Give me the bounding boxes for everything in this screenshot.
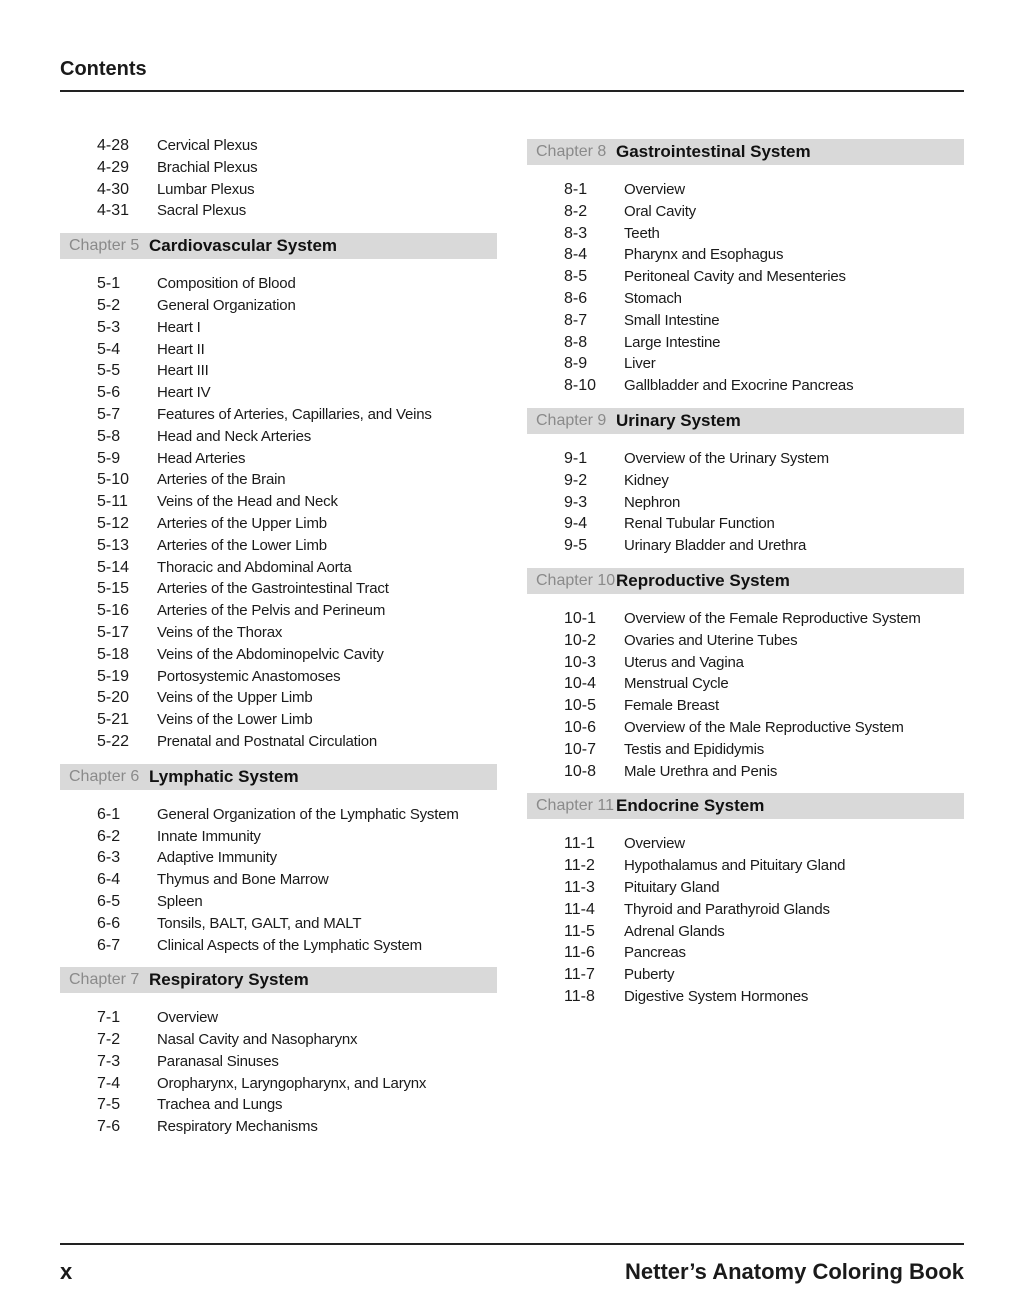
toc-entry: [527, 855, 964, 877]
toc-entry: [60, 622, 497, 644]
entry-number: 5-5: [97, 362, 121, 380]
chapter-name: Urinary System: [616, 410, 741, 430]
entry-title: Adrenal Glands: [624, 922, 725, 940]
entry-number: 9-4: [564, 515, 588, 533]
book-title: Netter’s Anatomy Coloring Book: [625, 1259, 964, 1284]
toc-entry: [60, 135, 497, 157]
entry-title: Arteries of the Pelvis and Perineum: [157, 602, 386, 620]
entry-title: Overview: [624, 835, 685, 853]
entry-number: 11-1: [564, 835, 595, 853]
entry-number: 10-3: [564, 653, 597, 671]
entry-number: 4-29: [97, 158, 130, 176]
entry-title: Spleen: [157, 892, 203, 910]
chapter-name: Cardiovascular System: [149, 236, 338, 256]
entry-title: Composition of Blood: [157, 275, 296, 293]
entry-title: Veins of the Thorax: [157, 623, 283, 641]
entry-number: 5-16: [97, 602, 130, 620]
entry-title: Arteries of the Gastrointestinal Tract: [157, 580, 389, 598]
entry-number: 4-28: [97, 137, 130, 154]
entry-number: 5-20: [97, 689, 130, 707]
entry-title: Ovaries and Uterine Tubes: [624, 631, 798, 649]
entry-title: Peritoneal Cavity and Mesenteries: [624, 268, 846, 286]
toc-entry: [60, 731, 497, 753]
entry-number: 5-15: [97, 580, 130, 598]
entry-number: 10-5: [564, 697, 597, 715]
toc-entry: [527, 673, 964, 695]
entry-number: 7-2: [97, 1031, 121, 1049]
entry-number: 5-22: [97, 732, 130, 750]
entry-number: 10-8: [564, 762, 597, 780]
chapter-heading: [527, 408, 964, 434]
toc-entry: [60, 360, 497, 382]
entry-title: Large Intestine: [624, 333, 721, 351]
right-chapters: [527, 139, 964, 1008]
toc-entry: [60, 491, 497, 513]
entry-title: Veins of the Abdominopelvic Cavity: [157, 645, 384, 663]
entry-number: 8-1: [564, 181, 588, 198]
toc-entry: [527, 739, 964, 761]
entry-number: 9-5: [564, 537, 588, 555]
toc-entry: [60, 1094, 497, 1116]
entry-number: 7-5: [97, 1096, 121, 1114]
entry-title: Arteries of the Brain: [157, 471, 286, 489]
chapter-label: Chapter 10: [536, 571, 616, 589]
toc-entry: [60, 891, 497, 913]
entry-title: Gallbladder and Exocrine Pancreas: [624, 377, 854, 395]
toc-entry: [60, 826, 497, 848]
toc-entry: [527, 448, 964, 470]
contents-right-column: [527, 139, 964, 1008]
entry-title: Portosystemic Anastomoses: [157, 667, 341, 685]
entry-number: 8-4: [564, 246, 588, 264]
entry-number: 5-13: [97, 536, 130, 554]
entry-title: Pancreas: [624, 944, 686, 962]
toc-entry: [527, 833, 964, 855]
entry-title: Overview: [624, 181, 685, 198]
entry-number: 6-5: [97, 892, 121, 910]
entry-number: 11-8: [564, 987, 595, 1005]
entry-title: Liver: [624, 355, 656, 373]
entry-number: 5-7: [97, 405, 121, 423]
entry-title: Small Intestine: [624, 311, 720, 329]
toc-entry: [60, 1051, 497, 1073]
chapter-heading: [60, 967, 497, 993]
entry-title: Nasal Cavity and Nasopharynx: [157, 1031, 358, 1049]
entry-title: Trachea and Lungs: [157, 1096, 283, 1114]
toc-entry: [60, 469, 497, 491]
toc-entry: [60, 687, 497, 709]
toc-entry: [527, 201, 964, 223]
entry-number: 5-12: [97, 514, 130, 532]
toc-entry: [527, 179, 964, 201]
toc-entry: [527, 921, 964, 943]
chapter-label: Chapter 9: [536, 411, 607, 429]
toc-entry: [527, 652, 964, 674]
entry-title: Thoracic and Abdominal Aorta: [157, 558, 352, 576]
chapter-name: Reproductive System: [616, 570, 790, 590]
chapter-heading: [60, 764, 497, 790]
chapter-label: Chapter 7: [69, 971, 140, 989]
entry-title: Heart III: [157, 362, 209, 380]
chapter-name: Respiratory System: [149, 970, 309, 990]
toc-entry: [60, 1007, 497, 1029]
toc-entry: [60, 600, 497, 622]
entry-title: Thymus and Bone Marrow: [157, 871, 329, 889]
entry-number: 8-2: [564, 202, 588, 220]
entry-number: 8-5: [564, 268, 588, 286]
entry-number: 5-14: [97, 558, 130, 576]
toc-entry: [527, 266, 964, 288]
entry-number: 5-18: [97, 645, 130, 663]
entry-number: 6-3: [97, 849, 121, 867]
entry-number: 5-17: [97, 623, 130, 641]
toc-entry: [60, 448, 497, 470]
toc-entry: [527, 353, 964, 375]
entry-title: Overview of the Urinary System: [624, 449, 829, 467]
entry-number: 11-4: [564, 900, 595, 918]
entry-title: Head Arteries: [157, 449, 246, 467]
entry-number: 6-1: [97, 805, 121, 823]
toc-entry: [527, 288, 964, 310]
entry-number: 6-6: [97, 914, 121, 932]
toc-entry: [527, 310, 964, 332]
entry-number: 10-2: [564, 631, 597, 649]
toc-entry: [60, 847, 497, 869]
toc-entry: [60, 317, 497, 339]
lead-entries: [60, 135, 497, 222]
chapter-name: Lymphatic System: [149, 766, 299, 786]
entry-title: Overview of the Male Reproductive System: [624, 718, 904, 736]
entry-number: 7-1: [97, 1009, 121, 1027]
entry-title: Urinary Bladder and Urethra: [624, 537, 807, 555]
entry-number: 8-10: [564, 377, 597, 395]
toc-entry: [60, 200, 497, 222]
entry-number: 5-6: [97, 384, 121, 402]
toc-entry: [60, 804, 497, 826]
entry-title: Thyroid and Parathyroid Glands: [624, 900, 830, 918]
toc-entry: [60, 557, 497, 579]
toc-entry: [60, 1029, 497, 1051]
toc-entry: [60, 913, 497, 935]
entry-number: 5-3: [97, 318, 121, 336]
entry-number: 4-31: [97, 202, 130, 220]
entry-title: Menstrual Cycle: [624, 675, 729, 693]
entry-number: 5-11: [97, 493, 128, 511]
entry-title: Arteries of the Lower Limb: [157, 536, 327, 554]
toc-entry: [527, 964, 964, 986]
header-rule: [60, 90, 964, 92]
toc-entry: [60, 404, 497, 426]
entry-title: Hypothalamus and Pituitary Gland: [624, 857, 846, 875]
entry-title: General Organization of the Lymphatic System: [157, 805, 459, 823]
entry-title: Male Urethra and Penis: [624, 762, 778, 780]
entry-title: Kidney: [624, 471, 669, 489]
entry-title: Adaptive Immunity: [157, 849, 277, 867]
toc-entry: [60, 157, 497, 179]
toc-entry: [527, 244, 964, 266]
entry-number: 11-2: [564, 857, 595, 875]
toc-entry: [527, 513, 964, 535]
entry-title: Heart IV: [157, 384, 211, 402]
entry-title: Prenatal and Postnatal Circulation: [157, 732, 378, 750]
entry-number: 7-3: [97, 1052, 121, 1070]
chapter-name: Gastrointestinal System: [616, 142, 811, 161]
entry-number: 11-3: [564, 878, 595, 896]
toc-entry: [527, 375, 964, 397]
entry-number: 10-4: [564, 675, 597, 693]
entry-title: General Organization: [157, 296, 296, 314]
entry-title: Pharynx and Esophagus: [624, 246, 784, 264]
entry-number: 10-1: [564, 609, 597, 627]
entry-title: Respiratory Mechanisms: [157, 1118, 318, 1136]
entry-number: 6-4: [97, 871, 121, 889]
entry-number: 8-3: [564, 224, 588, 242]
page-title: Contents: [60, 58, 147, 80]
entry-number: 8-9: [564, 355, 588, 373]
entry-number: 8-7: [564, 311, 588, 329]
entry-title: Paranasal Sinuses: [157, 1052, 279, 1070]
chapter-label: Chapter 8: [536, 143, 607, 160]
contents-left-column: [60, 135, 497, 1138]
entry-number: 6-7: [97, 936, 121, 954]
left-chapters: [60, 233, 497, 1138]
entry-title: Sacral Plexus: [157, 202, 247, 220]
entry-number: 5-21: [97, 711, 130, 729]
entry-title: Clinical Aspects of the Lymphatic System: [157, 936, 422, 954]
chapter-label: Chapter 6: [69, 767, 140, 785]
entry-title: Innate Immunity: [157, 827, 261, 845]
chapter-heading: [527, 568, 964, 594]
entry-number: 7-4: [97, 1074, 121, 1092]
entry-title: Digestive System Hormones: [624, 987, 809, 1005]
chapter-label: Chapter 11: [536, 797, 614, 815]
entry-number: 11-7: [564, 966, 595, 984]
entry-title: Lumbar Plexus: [157, 180, 255, 198]
toc-entry: [60, 644, 497, 666]
toc-entry: [527, 492, 964, 514]
toc-entry: [527, 717, 964, 739]
toc-entry: [60, 1116, 497, 1138]
entry-number: 11-6: [564, 944, 595, 962]
toc-entry: [527, 535, 964, 557]
entry-number: 8-6: [564, 289, 588, 307]
entry-title: Arteries of the Upper Limb: [157, 514, 327, 532]
entry-title: Brachial Plexus: [157, 158, 258, 176]
entry-number: 5-8: [97, 427, 121, 445]
entry-title: Oral Cavity: [624, 202, 696, 220]
toc-entry: [60, 535, 497, 557]
entry-title: Uterus and Vagina: [624, 653, 744, 671]
entry-title: Oropharynx, Laryngopharynx, and Larynx: [157, 1074, 427, 1092]
entry-number: 4-30: [97, 180, 130, 198]
entry-number: 5-19: [97, 667, 130, 685]
entry-title: Veins of the Head and Neck: [157, 493, 338, 511]
entry-title: Renal Tubular Function: [624, 515, 775, 533]
toc-entry: [527, 223, 964, 245]
entry-number: 8-8: [564, 333, 588, 351]
toc-entry: [527, 942, 964, 964]
chapter-label: Chapter 5: [69, 237, 140, 255]
entry-title: Teeth: [624, 224, 660, 242]
toc-entry: [60, 426, 497, 448]
toc-entry: [527, 608, 964, 630]
toc-entry: [60, 869, 497, 891]
entry-title: Puberty: [624, 966, 675, 984]
entry-title: Heart I: [157, 318, 201, 336]
entry-number: 6-2: [97, 827, 121, 845]
entry-title: Tonsils, BALT, GALT, and MALT: [157, 914, 362, 932]
toc-entry: [60, 295, 497, 317]
entry-number: 9-2: [564, 471, 588, 489]
entry-title: Veins of the Lower Limb: [157, 711, 313, 729]
entry-number: 5-10: [97, 471, 130, 489]
entry-number: 5-9: [97, 449, 121, 467]
toc-entry: [527, 877, 964, 899]
toc-entry: [527, 986, 964, 1008]
entry-title: Stomach: [624, 289, 682, 307]
toc-entry: [527, 899, 964, 921]
toc-entry: [527, 630, 964, 652]
entry-number: 5-1: [97, 275, 121, 293]
page-number: x: [60, 1259, 73, 1284]
chapter-heading: [60, 233, 497, 259]
toc-entry: [60, 666, 497, 688]
entry-title: Nephron: [624, 493, 681, 511]
toc-entry: [527, 695, 964, 717]
toc-entry: [527, 332, 964, 354]
toc-entry: [60, 578, 497, 600]
toc-entry: [60, 179, 497, 201]
entry-title: Pituitary Gland: [624, 878, 720, 896]
toc-entry: [60, 1073, 497, 1095]
entry-title: Overview: [157, 1009, 218, 1027]
toc-entry: [60, 935, 497, 957]
toc-entry: [527, 761, 964, 783]
entry-number: 10-7: [564, 740, 597, 758]
toc-entry: [60, 273, 497, 295]
toc-entry: [60, 513, 497, 535]
entry-number: 5-4: [97, 340, 121, 358]
entry-title: Heart II: [157, 340, 205, 358]
entry-title: Overview of the Female Reproductive System: [624, 609, 921, 627]
chapter-heading: [527, 139, 964, 165]
chapter-name: Endocrine System: [616, 796, 765, 816]
entry-number: 5-2: [97, 296, 121, 314]
toc-entry: [60, 382, 497, 404]
entry-number: 9-1: [564, 449, 588, 467]
toc-entry: [60, 709, 497, 731]
toc-entry: [527, 470, 964, 492]
entry-title: Features of Arteries, Capillaries, and Veins: [157, 405, 432, 423]
entry-number: 7-6: [97, 1118, 121, 1136]
entry-number: 10-6: [564, 718, 597, 736]
entry-title: Cervical Plexus: [157, 137, 258, 154]
toc-entry: [60, 339, 497, 361]
entry-number: 9-3: [564, 493, 588, 511]
entry-title: Veins of the Upper Limb: [157, 689, 313, 707]
footer-rule: [60, 1243, 964, 1245]
entry-title: Testis and Epididymis: [624, 740, 765, 758]
entry-title: Head and Neck Arteries: [157, 427, 312, 445]
entry-number: 11-5: [564, 922, 595, 940]
chapter-heading: [527, 793, 964, 819]
entry-title: Female Breast: [624, 697, 719, 715]
